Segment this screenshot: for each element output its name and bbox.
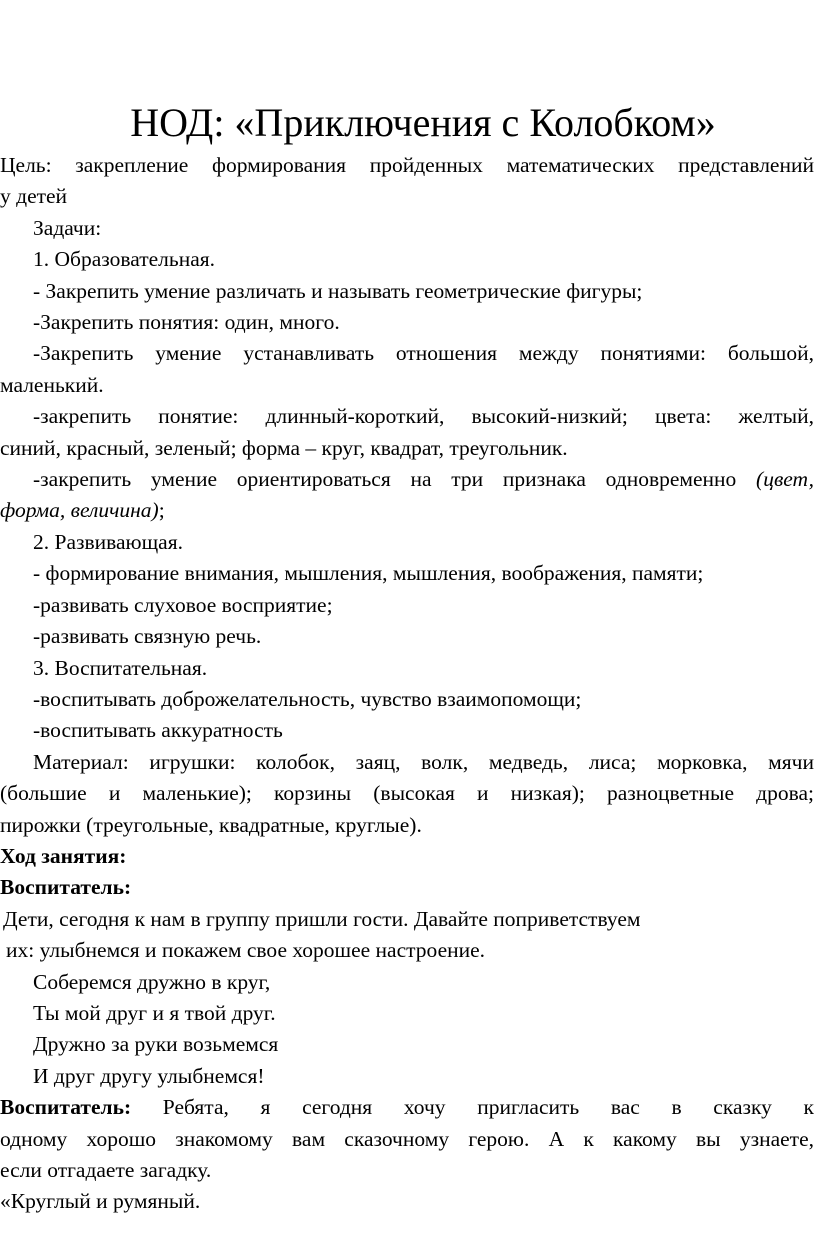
invitation-text-1: Ребята, я сегодня хочу пригласить вас в сказку к bbox=[131, 1095, 814, 1120]
section2-item-1: - формирование внимания, мышления, мышления, воображения, памяти; bbox=[33, 561, 704, 586]
lesson-heading: Ход занятия: bbox=[0, 843, 127, 868]
poem-line-1: Соберемся дружно в круг, bbox=[33, 969, 271, 994]
section1-heading: 1. Образовательная. bbox=[33, 247, 216, 272]
section1-item-4-line-2: синий, красный, зеленый; форма – круг, квадрат, треугольник. bbox=[0, 435, 568, 460]
greeting-line-2: их: улыбнемся и покажем свое хорошее настроение. bbox=[6, 938, 486, 963]
section1-item-5-italic-end: форма, величина) bbox=[0, 498, 159, 523]
section3-item-1: -воспитывать доброжелательность, чувство взаимопомощи; bbox=[33, 686, 582, 711]
invitation-line-2: одному хорошо знакомому вам сказочному герою. А к какому вы узнаете, bbox=[0, 1126, 814, 1151]
tasks-heading: Задачи: bbox=[33, 215, 102, 240]
riddle-start: «Круглый и румяный. bbox=[0, 1189, 201, 1214]
invitation-line-1 bbox=[0, 1092, 814, 1123]
section3-item-2: -воспитывать аккуратность bbox=[33, 718, 283, 743]
poem-line-4: И друг другу улыбнемся! bbox=[33, 1063, 265, 1088]
invitation-teacher-label: Воспитатель: bbox=[0, 1095, 132, 1120]
section3-heading: 3. Воспитательная. bbox=[33, 655, 208, 680]
goal-line-1: Цель: закрепление формирования пройденных математических представлений bbox=[0, 153, 814, 177]
material-line-3: пирожки (треугольные, квадратные, круглые). bbox=[0, 812, 422, 837]
section1-item-4-line-1: -закрепить понятие: длинный-короткий, высокий-низкий; цвета: желтый, bbox=[33, 404, 814, 429]
document-title: НОД: «Приключения с Колобком» bbox=[130, 100, 716, 145]
section1-item-3-line-1: -Закрепить умение устанавливать отношения между понятиями: большой, bbox=[33, 341, 814, 366]
teacher-label: Воспитатель: bbox=[0, 875, 132, 900]
poem-line-2: Ты мой друг и я твой друг. bbox=[33, 1000, 276, 1025]
poem-line-3: Дружно за руки возьмемся bbox=[33, 1032, 279, 1057]
section1-item-5-plain: -закрепить умение ориентироваться на три признака одновременно bbox=[33, 467, 757, 492]
material-line-1: Материал: игрушки: колобок, заяц, волк, медведь, лиса; морковка, мячи bbox=[33, 749, 814, 774]
invitation-line-3: если отгадаете загадку. bbox=[0, 1158, 212, 1182]
section2-item-2: -развивать слуховое восприятие; bbox=[33, 592, 333, 617]
greeting-line-1: Дети, сегодня к нам в группу пришли гости. Давайте поприветствуем bbox=[3, 906, 641, 931]
section1-item-3-line-2: маленький. bbox=[0, 372, 104, 397]
section2-heading: 2. Развивающая. bbox=[33, 529, 183, 554]
section1-item-1: - Закрепить умение различать и называть геометрические фигуры; bbox=[33, 278, 643, 303]
section1-item-5-end: ; bbox=[158, 498, 165, 523]
document-body bbox=[0, 150, 814, 1218]
section1-item-5-line-1 bbox=[0, 464, 814, 495]
section1-item-5-line-2 bbox=[0, 495, 814, 526]
material-line-2: (большие и маленькие); корзины (высокая и низкая); разноцветные дрова; bbox=[0, 781, 814, 806]
goal-line-2: у детей bbox=[0, 184, 68, 209]
section1-item-5-italic-start: (цвет, bbox=[756, 467, 814, 492]
section2-item-3: -развивать связную речь. bbox=[33, 624, 262, 649]
section1-item-2: -Закрепить понятия: один, много. bbox=[33, 310, 340, 335]
